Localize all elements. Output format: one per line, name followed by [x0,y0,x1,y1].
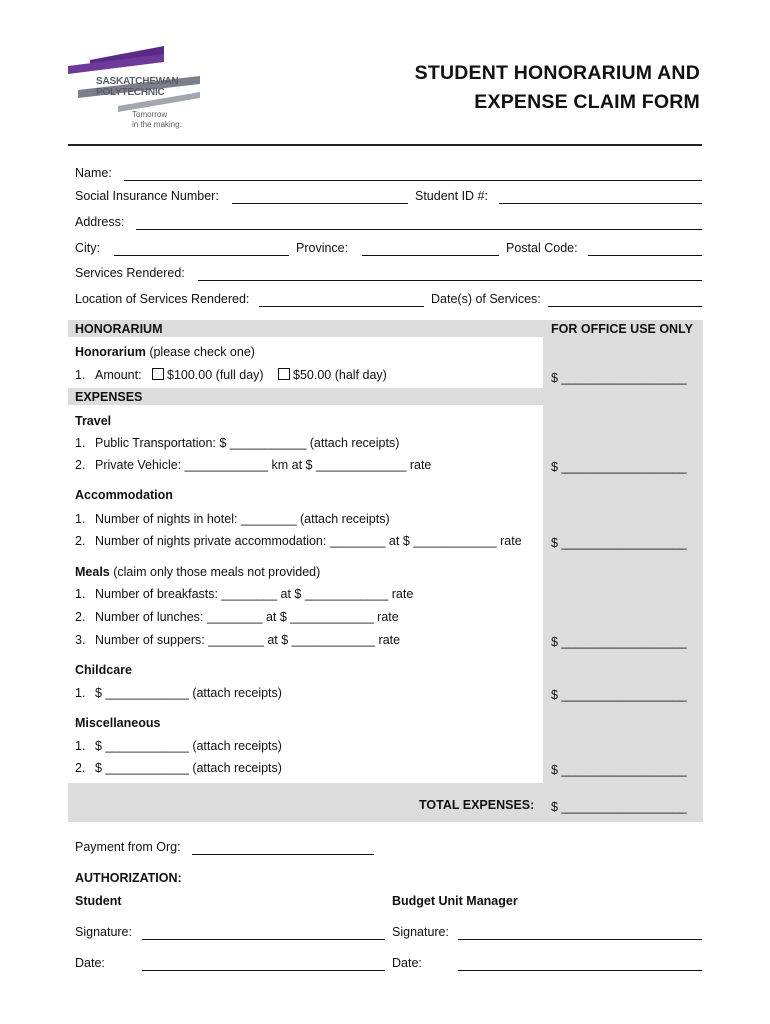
logo-text-line1: SASKATCHEWAN [96,76,179,87]
manager-date-label: Date: [392,956,422,970]
meals-title-bold: Meals [75,565,110,579]
manager-date-field[interactable] [458,970,702,971]
student-heading: Student [75,894,122,908]
manager-signature-field[interactable] [458,939,702,940]
travel-item-2[interactable]: Private Vehicle: ____________ km at $ _____________ rate [95,458,432,472]
office-amount-travel[interactable]: $ __________________ [551,460,687,474]
office-amount-accommodation[interactable]: $ __________________ [551,536,687,550]
student-id-field[interactable] [499,203,702,204]
option-full-day[interactable] [152,368,264,382]
travel-item-2-num: 2. [75,458,86,472]
option-half-day[interactable] [278,368,387,382]
title-divider [68,144,702,146]
meals-item-2-num: 2. [75,610,86,624]
full-day-checkbox[interactable] [152,368,164,380]
logo-text-line2: POLYTECHNIC [96,87,165,98]
misc-title: Miscellaneous [75,716,161,730]
honorarium-subtitle-rest: (please check one) [145,345,255,359]
location-label: Location of Services Rendered: [75,292,250,306]
honorarium-header: HONORARIUM [75,322,163,336]
sin-field[interactable] [232,203,408,204]
services-rendered-field[interactable] [198,280,702,281]
childcare-title: Childcare [75,663,132,677]
honorarium-amount-num: 1. [75,368,86,382]
expenses-header: EXPENSES [75,390,143,404]
address-label: Address: [75,215,125,229]
postal-code-field[interactable] [588,255,702,256]
travel-title: Travel [75,414,112,428]
manager-heading: Budget Unit Manager [392,894,518,908]
total-expenses-label: TOTAL EXPENSES: [419,798,535,812]
student-signature-field[interactable] [142,939,385,940]
full-day-label: $100.00 (full day) [167,368,264,382]
name-label: Name: [75,166,112,180]
honorarium-subtitle [75,345,255,359]
accommodation-item-2[interactable]: Number of nights private accommodation: ________ at $ ____________ rate [95,534,522,548]
office-amount-total[interactable]: $ __________________ [551,800,687,814]
office-amount-honorarium[interactable]: $ __________________ [551,371,687,385]
meals-item-1[interactable]: Number of breakfasts: ________ at $ ____________ rate [95,587,414,601]
misc-item-2[interactable]: $ ____________ (attach receipts) [95,761,282,775]
student-date-label: Date: [75,956,105,970]
meals-title-rest: (claim only those meals not provided) [109,565,321,579]
honorarium-subtitle-bold: Honorarium [75,345,146,359]
postal-code-label: Postal Code: [506,241,578,255]
misc-item-1-num: 1. [75,739,86,753]
logo-tagline-line2: in the making. [132,120,182,129]
student-id-label: Student ID #: [415,189,488,203]
city-field[interactable] [114,255,289,256]
honorarium-amount-label: Amount: [95,368,142,382]
misc-item-2-num: 2. [75,761,86,775]
meals-title [75,565,320,579]
services-rendered-label: Services Rendered: [75,266,185,280]
accommodation-title: Accommodation [75,488,173,502]
sin-label: Social Insurance Number: [75,189,219,203]
payment-from-org-field[interactable] [192,854,374,855]
name-field[interactable] [124,180,702,181]
office-use-header: FOR OFFICE USE ONLY [551,322,693,336]
province-field[interactable] [362,255,499,256]
childcare-item-1[interactable]: $ ____________ (attach receipts) [95,686,282,700]
half-day-label: $50.00 (half day) [293,368,387,382]
travel-item-1-num: 1. [75,436,86,450]
payment-from-org-label: Payment from Org: [75,840,181,854]
childcare-item-1-num: 1. [75,686,86,700]
meals-item-3-num: 3. [75,633,86,647]
manager-signature-label: Signature: [392,925,449,939]
meals-item-2[interactable]: Number of lunches: ________ at $ ____________ rate [95,610,399,624]
logo-tagline-line1: Tomorrow [132,110,168,119]
accommodation-item-2-num: 2. [75,534,86,548]
half-day-checkbox[interactable] [278,368,290,380]
accommodation-item-1-num: 1. [75,512,86,526]
accommodation-item-1[interactable]: Number of nights in hotel: ________ (attach receipts) [95,512,390,526]
misc-item-1[interactable]: $ ____________ (attach receipts) [95,739,282,753]
dates-label: Date(s) of Services: [431,292,541,306]
meals-item-3[interactable]: Number of suppers: ________ at $ ____________ rate [95,633,401,647]
address-field[interactable] [136,229,702,230]
authorization-header: AUTHORIZATION: [75,871,182,885]
location-field[interactable] [259,306,424,307]
student-date-field[interactable] [142,970,385,971]
form-title-line2: EXPENSE CLAIM FORM [474,91,700,113]
dates-field[interactable] [548,306,702,307]
office-amount-misc[interactable]: $ __________________ [551,763,687,777]
form-title-line1: STUDENT HONORARIUM AND [414,62,700,84]
meals-item-1-num: 1. [75,587,86,601]
city-label: City: [75,241,100,255]
province-label: Province: [296,241,349,255]
office-amount-meals[interactable]: $ __________________ [551,635,687,649]
office-use-column [543,320,703,822]
student-signature-label: Signature: [75,925,132,939]
saskatchewan-polytechnic-logo [68,46,203,134]
office-amount-childcare[interactable]: $ __________________ [551,688,687,702]
travel-item-1[interactable]: Public Transportation: $ ___________ (attach receipts) [95,436,400,450]
